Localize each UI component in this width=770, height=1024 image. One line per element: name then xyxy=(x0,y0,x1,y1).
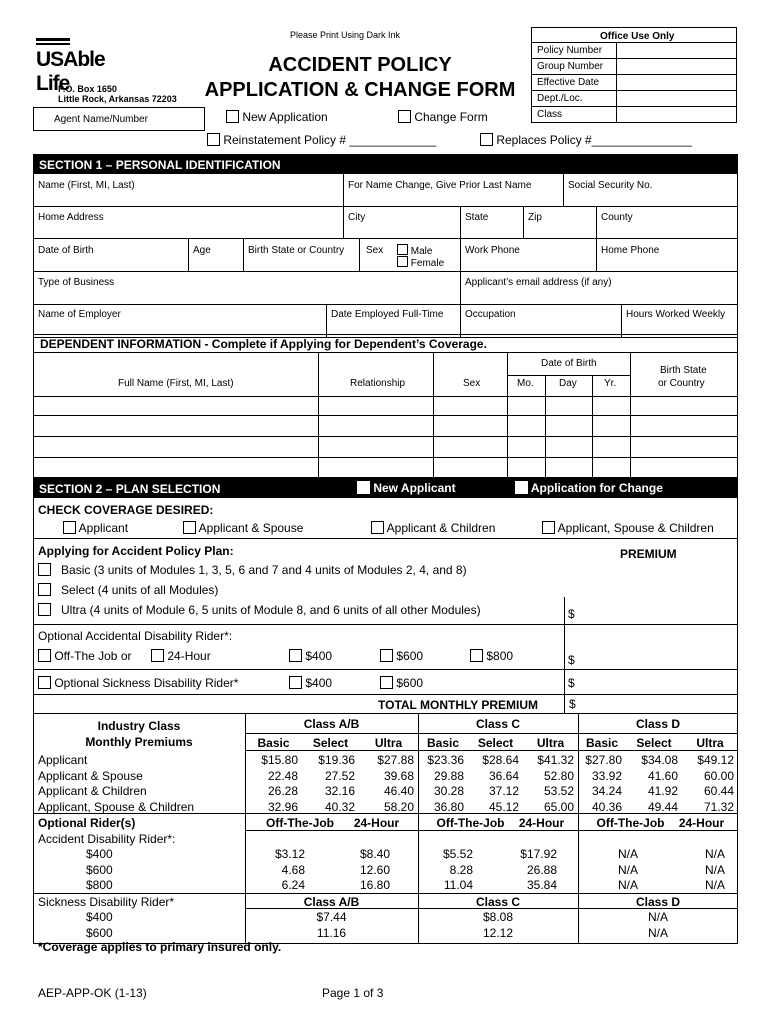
section2-bar xyxy=(33,478,738,498)
checkbox[interactable] xyxy=(38,563,51,576)
adr-rate: N/A xyxy=(704,878,725,892)
checkbox[interactable] xyxy=(289,676,302,689)
rate-value: 26.28 xyxy=(267,784,298,798)
adr-rate: $8.40 xyxy=(359,847,390,861)
policy-number-label: Policy Number xyxy=(537,45,603,56)
applying-label: Applying for Accident Policy Plan: xyxy=(38,544,234,558)
male-option[interactable]: Male xyxy=(397,244,432,257)
adr-rate: N/A xyxy=(704,847,725,861)
rate-value: 46.40 xyxy=(383,784,414,798)
checkbox[interactable] xyxy=(183,521,196,534)
rate-value: $27.80 xyxy=(585,753,622,767)
optional-riders-label: Optional Rider(s) xyxy=(38,816,136,830)
coverage-applicant-spouse[interactable]: Applicant & Spouse xyxy=(183,521,303,535)
rate-row-label: Applicant, Spouse & Children xyxy=(38,799,195,814)
print-note: Please Print Using Dark Ink xyxy=(290,30,401,40)
rate-value: 36.80 xyxy=(433,799,464,814)
plan-premium-dollar[interactable]: $ xyxy=(568,607,575,621)
rider-column-header: Off-The-Job xyxy=(436,816,505,830)
app-change-option[interactable]: Application for Change xyxy=(515,481,663,495)
rate-row-label: Applicant & Children xyxy=(38,784,147,798)
reinstatement-option[interactable]: Reinstatement Policy # _____________ xyxy=(207,133,436,147)
adr-amount: $600 xyxy=(86,862,113,877)
sdr-rate: $8.08 xyxy=(482,910,514,924)
address-line-1: P.O. Box 1650 xyxy=(58,84,117,94)
rate-value: 49.44 xyxy=(647,799,678,814)
agent-label: Agent Name/Number xyxy=(54,114,148,125)
rate-value: 65.00 xyxy=(543,799,574,814)
rate-value: 29.88 xyxy=(433,768,464,783)
plan-subheader: Basic xyxy=(585,736,619,750)
new-applicant-option[interactable]: New Applicant xyxy=(357,481,456,495)
coverage-applicant-children[interactable]: Applicant & Children xyxy=(371,521,495,535)
rate-value: 60.44 xyxy=(703,784,734,798)
rate-value: 33.92 xyxy=(591,768,622,783)
class-header: Class A/B xyxy=(303,717,360,731)
plan-subheader: Select xyxy=(636,736,672,750)
coverage-footnote: *Coverage applies to primary insured only. xyxy=(38,940,282,954)
hours-field[interactable]: Hours Worked Weekly xyxy=(626,309,726,320)
adr-rate: N/A xyxy=(617,862,638,877)
adr-rate: $17.92 xyxy=(520,847,557,861)
change-form-option[interactable]: Change Form xyxy=(398,110,488,124)
sdr-rate: $7.44 xyxy=(316,910,347,924)
rate-value: 32.16 xyxy=(324,784,355,798)
dep-dob-header: Date of Birth xyxy=(541,358,597,369)
checkbox[interactable] xyxy=(380,649,393,662)
dept-loc-label: Dept./Loc. xyxy=(537,93,583,104)
rate-value: 40.36 xyxy=(591,799,622,814)
plan-basic-option[interactable]: Basic (3 units of Modules 1, 3, 5, 6 and 7 and 4 units of Modules 2, 4, and 8) xyxy=(38,563,467,577)
adr-rate: 12.60 xyxy=(359,862,390,877)
dob-field[interactable]: Date of Birth xyxy=(38,245,94,256)
class-label: Class xyxy=(537,109,563,120)
class-header: Class D xyxy=(635,717,681,731)
sex-label: Sex xyxy=(366,245,384,256)
checkbox[interactable] xyxy=(470,649,483,662)
sdr-600-option[interactable]: $600 xyxy=(380,676,423,690)
checkbox[interactable] xyxy=(515,481,528,494)
address-line-2: Little Rock, Arkansas 72203 xyxy=(58,94,177,104)
rate-value: $19.36 xyxy=(318,753,355,767)
sdr-class-header: Class A/B xyxy=(303,895,360,909)
employer-field[interactable]: Name of Employer xyxy=(38,309,121,320)
form-title-line-1: ACCIDENT POLICY xyxy=(268,54,452,76)
plan-subheader: Ultra xyxy=(536,736,565,750)
plan-subheader: Basic xyxy=(426,736,460,750)
replaces-option[interactable]: Replaces Policy #_______________ xyxy=(480,133,692,147)
form-id: AEP-APP-OK (1-13) xyxy=(38,986,147,1000)
adr-rate: N/A xyxy=(617,847,638,861)
premium-label: PREMIUM xyxy=(620,547,677,561)
total-premium-label: TOTAL MONTHLY PREMIUM xyxy=(378,698,539,712)
home-address-field[interactable]: Home Address xyxy=(38,212,104,223)
adr-rate: 8.28 xyxy=(449,862,473,877)
sdr-amount: $400 xyxy=(86,910,113,924)
checkbox[interactable] xyxy=(151,649,164,662)
adr-rate: $3.12 xyxy=(274,847,305,861)
checkbox[interactable] xyxy=(226,110,239,123)
class-header: Class C xyxy=(475,717,521,731)
rate-value: 34.24 xyxy=(591,784,622,798)
check-coverage-label: CHECK COVERAGE DESIRED: xyxy=(38,503,214,517)
page-number: Page 1 of 3 xyxy=(322,986,384,1000)
adr-600-option[interactable]: $600 xyxy=(380,649,423,663)
hour24-option[interactable]: 24-Hour xyxy=(151,649,211,663)
section1-title: SECTION 1 – PERSONAL IDENTIFICATION xyxy=(33,154,738,174)
plan-ultra-option[interactable]: Ultra (4 units of Module 6, 5 units of Module 8, and 6 units of all other Modules) xyxy=(38,603,481,617)
checkbox[interactable] xyxy=(357,481,370,494)
rate-value: $34.08 xyxy=(641,753,678,767)
state-field[interactable]: State xyxy=(465,212,489,223)
rate-value: 58.20 xyxy=(383,799,414,814)
section2-title: SECTION 2 – PLAN SELECTION xyxy=(39,482,221,496)
rate-value: $27.88 xyxy=(377,753,414,767)
checkbox[interactable] xyxy=(38,676,51,689)
rider-column-header: Off-The-Job xyxy=(596,816,665,830)
rate-value: $49.12 xyxy=(697,753,734,767)
dep-birth-state-header-1: Birth State xyxy=(660,365,707,376)
rate-value: 45.12 xyxy=(488,799,519,814)
sdr-class-header: Class C xyxy=(475,895,521,909)
checkbox[interactable] xyxy=(371,521,384,534)
name-field[interactable]: Name (First, MI, Last) xyxy=(38,180,135,191)
adr-rate: N/A xyxy=(704,862,725,877)
dependent-title: DEPENDENT INFORMATION - Complete if Applying for Dependent’s Coverage. xyxy=(40,337,487,351)
ssn-field[interactable]: Social Security No. xyxy=(568,180,653,191)
sdr-rate: N/A xyxy=(647,925,668,940)
adr-label: Optional Accidental Disability Rider*: xyxy=(38,629,233,643)
business-type-field[interactable]: Type of Business xyxy=(38,277,115,288)
sdr-premium-dollar[interactable]: $ xyxy=(568,676,575,690)
checkbox[interactable] xyxy=(480,133,493,146)
occupation-field[interactable]: Occupation xyxy=(465,309,516,320)
sdr-amount: $600 xyxy=(86,925,113,940)
sdr-option[interactable]: Optional Sickness Disability Rider* xyxy=(38,676,238,690)
checkbox[interactable] xyxy=(542,521,555,534)
adr-rate: 6.24 xyxy=(281,878,305,892)
adr-rate: 4.68 xyxy=(281,862,305,877)
group-number-label: Group Number xyxy=(537,61,604,72)
coverage-applicant[interactable]: Applicant xyxy=(63,521,128,535)
sdr-400-option[interactable]: $400 xyxy=(289,676,332,690)
rate-value: $23.36 xyxy=(427,753,464,767)
rider-column-header: 24-Hour xyxy=(353,816,400,830)
form-title-line-2: APPLICATION & CHANGE FORM xyxy=(204,79,516,101)
checkbox[interactable] xyxy=(38,583,51,596)
plan-subheader: Basic xyxy=(257,736,290,750)
rate-value: 32.96 xyxy=(267,799,298,814)
industry-class-label: Industry Class xyxy=(97,719,181,733)
dep-yr-header: Yr. xyxy=(604,378,617,389)
sdr-table-label: Sickness Disability Rider* xyxy=(38,895,175,909)
rate-value: $28.64 xyxy=(482,753,519,767)
adr-800-option[interactable]: $800 xyxy=(470,649,513,663)
rate-row-label: Applicant & Spouse xyxy=(38,768,143,783)
plan-subheader: Select xyxy=(477,736,514,750)
checkbox[interactable] xyxy=(63,521,76,534)
checkbox[interactable] xyxy=(289,649,302,662)
plan-subheader: Ultra xyxy=(374,736,403,750)
rate-value: 27.52 xyxy=(324,768,355,783)
rider-column-header: Off-The-Job xyxy=(266,816,334,830)
rate-value: 53.52 xyxy=(543,784,574,798)
effective-date-label: Effective Date xyxy=(537,77,600,88)
checkbox[interactable] xyxy=(38,649,51,662)
sdr-rate: 12.12 xyxy=(482,925,514,940)
new-application-option[interactable]: New Application xyxy=(226,110,328,124)
adr-amount: $800 xyxy=(86,878,113,892)
rate-value: 41.60 xyxy=(647,768,678,783)
city-field[interactable]: City xyxy=(348,212,366,223)
birth-state-field[interactable]: Birth State or Country xyxy=(248,245,345,256)
rate-row-label: Applicant xyxy=(38,753,88,767)
rate-value: 60.00 xyxy=(703,768,734,783)
adr-400-option[interactable]: $400 xyxy=(289,649,332,663)
total-premium-field[interactable]: $ xyxy=(564,694,738,714)
plan-subheader: Ultra xyxy=(696,736,724,750)
home-phone-field[interactable]: Home Phone xyxy=(601,245,660,256)
agent-field[interactable] xyxy=(33,107,205,131)
rate-value: 36.64 xyxy=(488,768,519,783)
email-field[interactable]: Applicant’s email address (if any) xyxy=(465,277,612,288)
rate-value: $15.80 xyxy=(261,753,298,767)
sdr-rate: 11.16 xyxy=(316,925,347,940)
sdr-rate: N/A xyxy=(647,910,668,924)
adr-rate: 35.84 xyxy=(526,878,557,892)
adr-rate: 11.04 xyxy=(443,878,473,892)
dep-mo-header: Mo. xyxy=(517,378,534,389)
monthly-premiums-label: Monthly Premiums xyxy=(85,735,193,749)
coverage-family[interactable]: Applicant, Spouse & Children xyxy=(542,521,714,535)
rider-column-header: 24-Hour xyxy=(518,816,565,830)
rate-value: 41.92 xyxy=(647,784,678,798)
dep-day-header: Day xyxy=(559,378,577,389)
date-employed-field[interactable]: Date Employed Full-Time xyxy=(331,309,444,320)
adr-rate: 16.80 xyxy=(359,878,390,892)
plan-subheader: Select xyxy=(312,736,349,750)
dep-relationship-header: Relationship xyxy=(350,378,406,389)
adr-table-label: Accident Disability Rider*: xyxy=(38,832,176,846)
office-use-title: Office Use Only xyxy=(600,31,675,42)
office-use-box xyxy=(531,27,737,123)
zip-field[interactable]: Zip xyxy=(528,212,542,223)
rider-column-header: 24-Hour xyxy=(678,816,725,830)
rate-value: 37.12 xyxy=(488,784,519,798)
adr-rate: N/A xyxy=(617,878,638,892)
rate-value: 52.80 xyxy=(543,768,574,783)
rate-value: $41.32 xyxy=(537,753,574,767)
adr-amount: $400 xyxy=(86,847,113,861)
work-phone-field[interactable]: Work Phone xyxy=(465,245,520,256)
checkbox[interactable] xyxy=(398,110,411,123)
female-option[interactable]: Female xyxy=(397,256,444,269)
off-the-job-option[interactable]: Off-The Job or xyxy=(38,649,132,663)
checkbox[interactable] xyxy=(380,676,393,689)
adr-rate: 26.88 xyxy=(526,862,557,877)
rate-value: 30.28 xyxy=(433,784,464,798)
dep-birth-state-header-2: or Country xyxy=(658,378,705,389)
adr-premium-dollar[interactable]: $ xyxy=(568,653,575,667)
checkbox[interactable] xyxy=(207,133,220,146)
dep-sex-header: Sex xyxy=(463,378,481,389)
rate-value: 39.68 xyxy=(383,768,414,783)
age-field[interactable]: Age xyxy=(193,245,211,256)
checkbox[interactable] xyxy=(38,603,51,616)
dep-name-header: Full Name (First, MI, Last) xyxy=(118,378,234,389)
usable-life-logo: USAble Life xyxy=(36,38,136,74)
rate-value: 71.32 xyxy=(703,799,734,814)
county-field[interactable]: County xyxy=(601,212,633,223)
adr-rate: $5.52 xyxy=(442,847,473,861)
plan-select-option[interactable]: Select (4 units of all Modules) xyxy=(38,583,218,597)
rate-value: 40.32 xyxy=(324,799,355,814)
sdr-class-header: Class D xyxy=(635,895,681,909)
prior-name-field[interactable]: For Name Change, Give Prior Last Name xyxy=(348,180,532,191)
rate-value: 22.48 xyxy=(267,768,298,783)
